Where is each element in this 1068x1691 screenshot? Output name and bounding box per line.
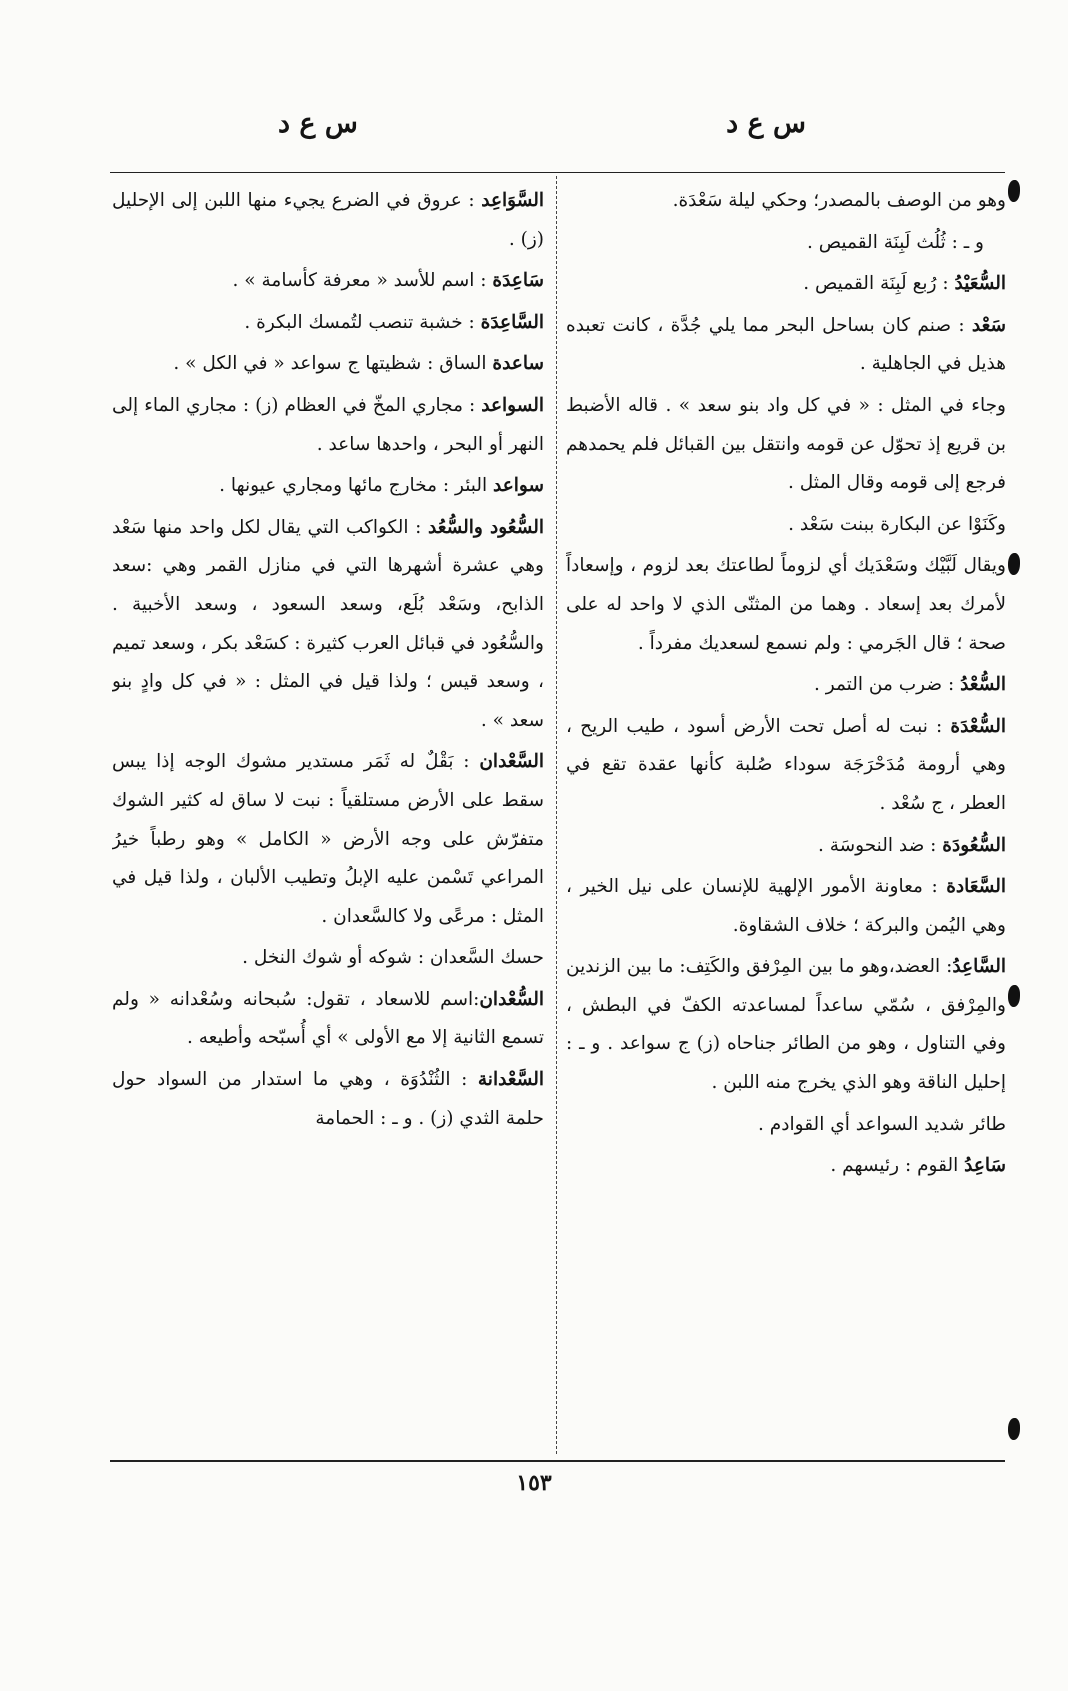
margin-mark: [1008, 985, 1020, 1007]
dictionary-entry: [566, 827, 1006, 866]
entry-definition: البئر : مخارج مائها ومجاري عيونها .: [219, 475, 494, 497]
dictionary-entry: [112, 467, 544, 506]
dictionary-entry: [112, 509, 544, 741]
entry-headword: السُّعْدُ: [960, 674, 1006, 696]
entry-definition: وكَنَوْا عن البكارة ببنت سَعْد .: [788, 513, 1006, 535]
header-rule: [110, 172, 1005, 173]
margin-mark: [1008, 553, 1020, 575]
entry-headword: سواعد: [493, 475, 544, 497]
page-number: ١٥٣: [516, 1470, 552, 1496]
entry-headword: ساعدة: [492, 353, 544, 375]
entry-headword: السُّعُود والسُّعُد: [427, 516, 544, 538]
entry-definition: : العضد،وهو ما بين المِرْفق والكَتِف: ما بين الزندين والمِرْفق ، سُمّي ساعداً لمساعدته الكفّ في البطش ، وفي التناول ، وهو من الطائر جناحاه (ز) ج سواعد . و ـ : إحليل الناقة وهو الذي يخرج منه اللبن .: [566, 956, 1006, 1094]
margin-mark: [1008, 180, 1020, 202]
left-column: [112, 182, 544, 1452]
entry-definition: و ـ : ثُلُث لَبِنَة القميص .: [807, 231, 984, 253]
entry-definition: : بَقْلٌ له ثَمَر مستدير مشوك الوجه إذا يبس سقط على الأرض مستلقياً : نبت لا ساق له كثير الشوك متفرّش على وجه الأرض « الكامل » وهو رطباً خيرُ المراعي تَسْمن عليه الإبلُ وتطيب الألبان ، ولذا قيل في المثل : مرعًى ولا كالسَّعدان .: [112, 751, 544, 927]
page-header-left: س ع د: [278, 108, 358, 139]
entry-headword: السَّاعِدَة: [480, 311, 544, 333]
entry-definition: : ضرب من التمر .: [813, 674, 961, 696]
entry-headword: السُّعُودَة: [942, 834, 1006, 856]
dictionary-entry: [566, 666, 1006, 705]
dictionary-entry: [112, 1061, 544, 1138]
entry-headword: السُّعَيْدُ: [954, 273, 1006, 295]
entry-headword: السَّعْدانة: [477, 1069, 544, 1091]
dictionary-entry: [112, 182, 544, 259]
dictionary-entry: [566, 547, 1006, 663]
entry-definition: : رُبع لَبِنَة القميص .: [803, 273, 955, 295]
dictionary-entry: [112, 743, 544, 936]
dictionary-entry: [566, 868, 1006, 945]
entry-definition: : نبت له أصل تحت الأرض أسود ، طيب الريح ، وهي أرومة مُدَحْرَجَة سوداء صُلبة كأنها عقدة تقع في العطر ، ج سُعْد .: [566, 715, 1006, 814]
dictionary-entry: [566, 948, 1006, 1102]
entry-definition: الساق : شظيتها ج سواعد « في الكل » .: [173, 353, 493, 375]
entry-headword: السَّعْدان: [479, 751, 544, 773]
entry-definition: القوم : رئيسهم .: [830, 1155, 965, 1177]
dictionary-entry: [566, 1106, 1006, 1145]
entry-headword: سَعْد: [971, 314, 1006, 336]
entry-definition: : الكواكب التي يقال لكل واحد منها سَعْد وهي عشرة أشهرها التي في منازل القمر وهي :سعد الذابح، وسَعْد بُلَع، وسعد السعود ، وسعد الأخبية . والسُّعُود في قبائل العرب كثيرة : كسَعْد بكر ، وسعد تميم ، وسعد قيس ؛ ولذا قيل في المثل : « في كل وادٍ بنو سعد » .: [112, 516, 544, 731]
entry-definition: : مجاري المخّ في العظام (ز) : مجاري الماء إلى النهر أو البحر ، واحدها ساعد .: [112, 394, 544, 455]
entry-definition: وهو من الوصف بالمصدر؛ وحكي ليلة سَعْدَة.: [672, 190, 1006, 211]
dictionary-entry: [112, 387, 544, 464]
dictionary-entry: [566, 224, 1006, 263]
entry-headword: السُّعْدان: [479, 988, 544, 1010]
dictionary-entry: [112, 939, 544, 978]
dictionary-entry: [566, 506, 1006, 545]
entry-definition: طائر شديد السواعد أي القوادم .: [758, 1113, 1006, 1135]
dictionary-entry: [566, 387, 1006, 503]
entry-definition: : الثُنْدُوَة ، وهي ما استدار من السواد حول حلمة الثدي (ز) . و ـ : الحمامة: [112, 1069, 544, 1129]
dictionary-entry: [112, 981, 544, 1058]
dictionary-entry: [112, 304, 544, 343]
dictionary-entry: [566, 182, 1006, 221]
margin-mark: [1008, 1418, 1020, 1440]
entry-headword: سَاعِدَة: [492, 270, 544, 292]
entry-definition: وجاء في المثل : « في كل واد بنو سعد » . قاله الأضبط بن قريع إذ تحوّل عن قومه وانتقل بين القبائل فلم يحمدهم فرجع إلى قومه وقال المثل .: [566, 394, 1006, 494]
entry-definition: ويقال لَبَّيْك وسَعْدَيك أي لزوماً لطاعتك بعد لزوم ، وإسعاداً لأمرك بعد إسعاد . وهما من المثنّى الذي لا واحد له على صحة ؛ قال الجَرمي : ولم نسمع لسعديك مفرداً .: [566, 555, 1006, 654]
dictionary-entry: [566, 265, 1006, 304]
dictionary-entry: [112, 262, 544, 301]
entry-definition: : عروق في الضرع يجيء منها اللبن إلى الإحليل (ز) .: [112, 190, 544, 250]
entry-headword: السَّوَاعِد: [481, 190, 544, 211]
dictionary-entry: [566, 307, 1006, 384]
dictionary-entry: [566, 708, 1006, 824]
page-header-right: س ع د: [726, 108, 806, 139]
entry-headword: السُّعْدَة: [950, 715, 1006, 737]
entry-definition: : معاونة الأمور الإلهية للإنسان على نيل الخير ، وهي اليُمن والبركة ؛ خلاف الشقاوة.: [566, 876, 1006, 936]
entry-definition: :اسم للاسعاد ، تقول: سُبحانه وسُعْدانه « ولم تسمع الثانية إلا مع الأولى » أي أُسبّحه وأطيعه .: [112, 988, 544, 1049]
dictionary-entry: [566, 1147, 1006, 1186]
entry-headword: السواعد: [481, 394, 544, 416]
column-divider: [556, 176, 557, 1454]
entry-headword: السَّعَادة: [946, 876, 1006, 898]
entry-definition: : صنم كان بساحل البحر مما يلي جُدَّة ، كانت تعبده هذيل في الجاهلية .: [566, 314, 1006, 375]
entry-definition: : اسم للأسد « معرفة كأسامة » .: [232, 270, 493, 292]
entry-headword: سَاعِدُ: [964, 1155, 1006, 1177]
right-column: [566, 182, 1006, 1452]
entry-definition: : ضد النحوسَة .: [817, 834, 943, 856]
entry-headword: السَّاعِدُ: [952, 956, 1006, 978]
entry-definition: حسك السَّعدان : شوكه أو شوك النخل .: [242, 947, 544, 969]
dictionary-entry: [112, 345, 544, 384]
entry-definition: : خشبة تنصب لتُمسك البكرة .: [244, 311, 481, 333]
footer-rule: [110, 1460, 1005, 1462]
